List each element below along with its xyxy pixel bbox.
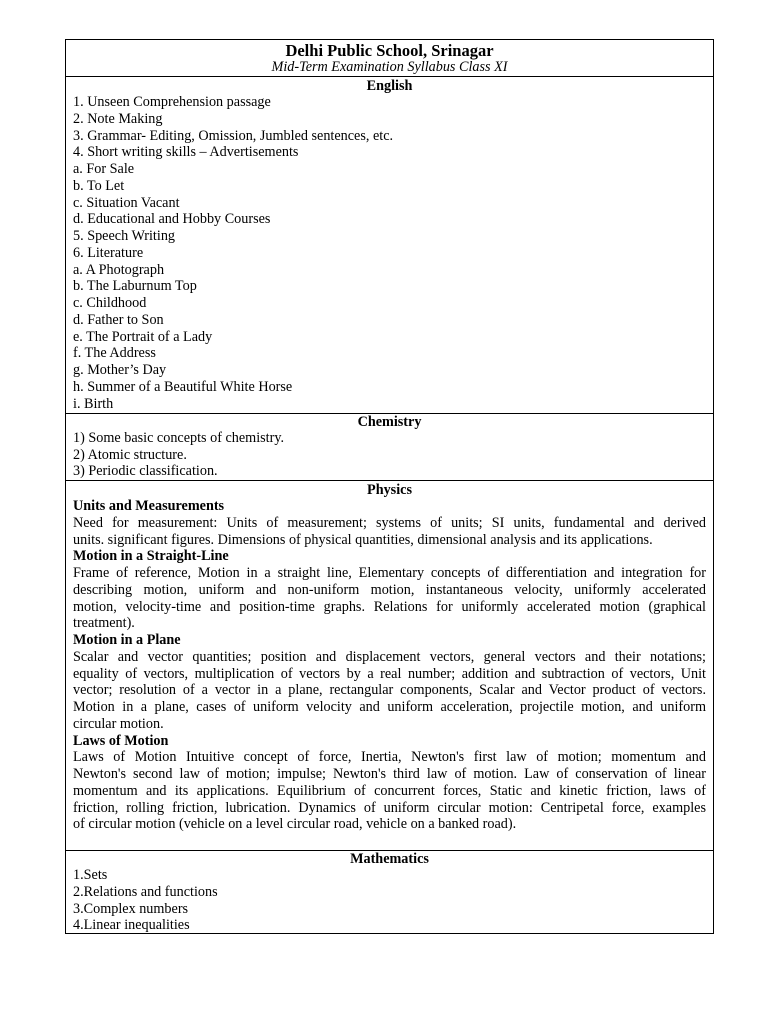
mathematics-section <box>66 851 713 935</box>
english-item: a. A Photograph <box>73 262 165 278</box>
laws-text-line: Newton's second law of motion; impulse; Newton's third law of motion. Law of conservation of linear <box>73 766 706 782</box>
header-section <box>66 40 713 77</box>
english-item: d. Father to Son <box>73 312 164 328</box>
school-name: Delhi Public School, Srinagar <box>285 41 494 60</box>
english-item: 3. Grammar- Editing, Omission, Jumbled sentences, etc. <box>73 128 394 144</box>
chemistry-section <box>66 414 713 481</box>
mathematics-item: 1.Sets <box>73 867 108 883</box>
laws-text-line: momentum and its applications. Equilibrium of concurrent forces, Static and kinetic friction, laws of <box>73 783 706 799</box>
english-item: f. The Address <box>73 345 156 361</box>
units-heading: Units and Measurements <box>73 498 225 514</box>
physics-heading: Physics <box>367 482 412 498</box>
straight-line-text-line: treatment). <box>73 615 135 631</box>
laws-text-line: of circular motion (vehicle on a level circular road, vehicle on a banked road). <box>73 816 517 832</box>
mathematics-item: 2.Relations and functions <box>73 884 218 900</box>
syllabus-table <box>65 39 714 934</box>
english-item: 5. Speech Writing <box>73 228 176 244</box>
english-item: c. Childhood <box>73 295 147 311</box>
straight-line-text-line: describing motion, uniform and non-uniform motion, instantaneous velocity, uniformly accelerated <box>73 582 706 598</box>
english-item: d. Educational and Hobby Courses <box>73 211 271 227</box>
english-item: h. Summer of a Beautiful White Horse <box>73 379 293 395</box>
english-item: g. Mother’s Day <box>73 362 167 378</box>
plane-heading: Motion in a Plane <box>73 632 181 648</box>
english-item: 4. Short writing skills – Advertisements <box>73 144 299 160</box>
chemistry-item: 3) Periodic classification. <box>73 463 218 479</box>
plane-text-line: vector; resolution of a vector in a plane, rectangular components, Scalar and Vector product of vectors. <box>73 682 706 698</box>
laws-text-line: friction, rolling friction, lubrication. Dynamics of uniform circular motion: Centripetal force, examples <box>73 800 706 816</box>
chemistry-item: 2) Atomic structure. <box>73 447 187 463</box>
mathematics-item: 4.Linear inequalities <box>73 917 190 933</box>
plane-text-line: circular motion. <box>73 716 164 732</box>
laws-heading: Laws of Motion <box>73 733 169 749</box>
english-item: i. Birth <box>73 396 114 412</box>
english-item: e. The Portrait of a Lady <box>73 329 213 345</box>
chemistry-heading: Chemistry <box>357 414 422 430</box>
exam-subtitle: Mid-Term Examination Syllabus Class XI <box>271 59 508 75</box>
english-item: 2. Note Making <box>73 111 163 127</box>
plane-text-line: Motion in a plane, cases of uniform velocity and uniform acceleration, projectile motion, and uniform <box>73 699 706 715</box>
physics-section <box>66 481 713 851</box>
laws-text-line: Laws of Motion Intuitive concept of force, Inertia, Newton's first law of motion; momentum and <box>73 749 706 765</box>
straight-line-heading: Motion in a Straight-Line <box>73 548 229 564</box>
english-item: b. To Let <box>73 178 125 194</box>
english-item: 6. Literature <box>73 245 144 261</box>
plane-text-line: equality of vectors, multiplication of vectors by a real number; addition and subtraction of vectors, Unit <box>73 666 706 682</box>
english-item: c. Situation Vacant <box>73 195 180 211</box>
plane-text-line: Scalar and vector quantities; position and displacement vectors, general vectors and their notations; <box>73 649 706 665</box>
straight-line-text-line: motion, velocity-time and position-time graphs. Relations for uniformly accelerated motion (graphical <box>73 599 706 615</box>
units-text-line: Need for measurement: Units of measurement; systems of units; SI units, fundamental and derived <box>73 515 706 531</box>
straight-line-text-line: Frame of reference, Motion in a straight line, Elementary concepts of differentiation and integration for <box>73 565 706 581</box>
english-item: 1. Unseen Comprehension passage <box>73 94 271 110</box>
mathematics-item: 3.Complex numbers <box>73 901 189 917</box>
chemistry-item: 1) Some basic concepts of chemistry. <box>73 430 285 446</box>
english-item: b. The Laburnum Top <box>73 278 197 294</box>
english-item: a. For Sale <box>73 161 135 177</box>
mathematics-heading: Mathematics <box>350 851 429 867</box>
english-section <box>66 77 713 414</box>
english-heading: English <box>366 78 413 94</box>
units-text-line: units. significant figures. Dimensions of physical quantities, dimensional analysis and its applications. <box>73 532 653 548</box>
